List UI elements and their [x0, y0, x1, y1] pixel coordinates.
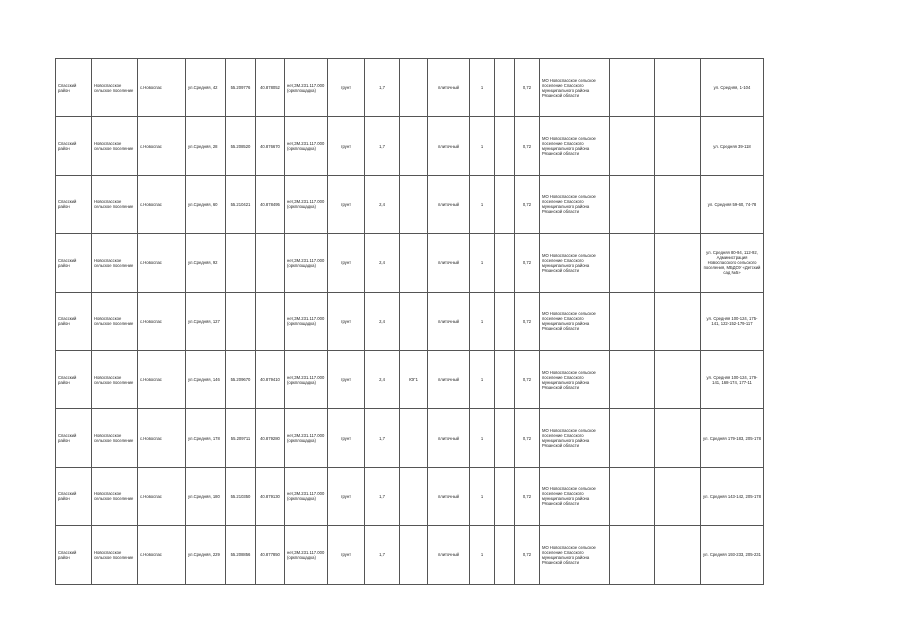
- cell-count: 1: [470, 526, 495, 584]
- cell-c18: [655, 117, 701, 175]
- table-row: [56, 526, 764, 584]
- cell-c18: [655, 467, 701, 525]
- cell-lon: 40.878052: [256, 59, 285, 117]
- cell-c13: [495, 409, 515, 467]
- table-row: [56, 292, 764, 350]
- cell-settlement: Новоспасское сельское поселение: [92, 59, 138, 117]
- cell-material: плиточный: [428, 467, 470, 525]
- table-row: [56, 117, 764, 175]
- cell-count: 1: [470, 175, 495, 233]
- cell-lon: 40.877850: [256, 526, 285, 584]
- cell-c13: [495, 59, 515, 117]
- cell-count: 1: [470, 292, 495, 350]
- cell-volume: 0,72: [515, 59, 540, 117]
- cell-village: с.Новоспас: [138, 350, 186, 408]
- cell-village: с.Новоспас: [138, 292, 186, 350]
- cell-settlement: Новоспасское сельское поселение: [92, 409, 138, 467]
- cell-cad: нет,ЗМ.231.117.000 (оркплощадка): [285, 350, 328, 408]
- cell-district: Спасский район: [56, 234, 92, 292]
- table-row: [56, 350, 764, 408]
- cell-address: ул.Средняя, 60: [186, 175, 226, 233]
- cell-cad: нет,ЗМ.231.117.000 (оркплощадка): [285, 467, 328, 525]
- cell-material: плиточный: [428, 59, 470, 117]
- cell-lon: 40.879410: [256, 350, 285, 408]
- cell-surface: грунт: [328, 292, 365, 350]
- cell-lat: [226, 292, 256, 350]
- cell-address: ул.Средняя, 42: [186, 59, 226, 117]
- cell-address: ул.Средняя, 180: [186, 467, 226, 525]
- cell-lon: 40.878495: [256, 175, 285, 233]
- cell-settlement: Новоспасское сельское поселение: [92, 467, 138, 525]
- cell-district: Спасский район: [56, 350, 92, 408]
- cell-volume: 0,72: [515, 175, 540, 233]
- cell-count: 1: [470, 59, 495, 117]
- cell-lat: 55.210350: [226, 467, 256, 525]
- table-row: [56, 409, 764, 467]
- cell-lat: 55.208520: [226, 117, 256, 175]
- cell-c17: [610, 350, 655, 408]
- cell-sources: ул. Средняя 39-118: [701, 117, 764, 175]
- cell-c13: [495, 467, 515, 525]
- cell-c13: [495, 350, 515, 408]
- cell-c10: [400, 175, 428, 233]
- cell-c10: [400, 234, 428, 292]
- cell-count: 1: [470, 350, 495, 408]
- cell-cad: нет,ЗМ.231.117.000 (оркплощадка): [285, 59, 328, 117]
- cell-sources: ул. Средняя 193-233, 205-231: [701, 526, 764, 584]
- cell-c17: [610, 409, 655, 467]
- cell-village: с.Новоспас: [138, 175, 186, 233]
- table-row: [56, 234, 764, 292]
- cell-lon: [256, 234, 285, 292]
- cell-owner: МО Новоспасское сельское поселение Спасского муниципального района Рязанской области: [540, 409, 610, 467]
- cell-c17: [610, 467, 655, 525]
- cell-c10: [400, 292, 428, 350]
- cell-c17: [610, 234, 655, 292]
- cell-owner: МО Новоспасское сельское поселение Спасского муниципального района Рязанской области: [540, 175, 610, 233]
- cell-sources: ул. Средняя 179-183, 205-178: [701, 409, 764, 467]
- cell-material: плиточный: [428, 526, 470, 584]
- cell-material: плиточный: [428, 292, 470, 350]
- cell-c10: [400, 409, 428, 467]
- cell-village: с.Новоспас: [138, 409, 186, 467]
- cell-sources: ул. Средняя 100-124, 175-141, 122-152-179-117: [701, 292, 764, 350]
- cell-district: Спасский район: [56, 175, 92, 233]
- cell-surface: грунт: [328, 526, 365, 584]
- cell-volume: 0,72: [515, 350, 540, 408]
- cell-c13: [495, 234, 515, 292]
- cell-lon: 40.876670: [256, 117, 285, 175]
- cell-address: ул.Средняя, 127: [186, 292, 226, 350]
- cell-settlement: Новоспасское сельское поселение: [92, 234, 138, 292]
- cell-c18: [655, 526, 701, 584]
- cell-district: Спасский район: [56, 59, 92, 117]
- cell-surface: грунт: [328, 234, 365, 292]
- cell-c13: [495, 117, 515, 175]
- cell-c17: [610, 117, 655, 175]
- table-row: [56, 467, 764, 525]
- cell-material: плиточный: [428, 117, 470, 175]
- cell-surface: грунт: [328, 117, 365, 175]
- cell-owner: МО Новоспасское сельское поселение Спасского муниципального района Рязанской области: [540, 350, 610, 408]
- cell-village: с.Новоспас: [138, 117, 186, 175]
- cell-area: 1,7: [365, 59, 400, 117]
- cell-c18: [655, 292, 701, 350]
- cell-c18: [655, 350, 701, 408]
- cell-material: плиточный: [428, 175, 470, 233]
- cell-volume: 0,72: [515, 467, 540, 525]
- cell-volume: 0,72: [515, 292, 540, 350]
- cell-lat: [226, 234, 256, 292]
- cell-c10: [400, 526, 428, 584]
- cell-surface: грунт: [328, 350, 365, 408]
- cell-owner: МО Новоспасское сельское поселение Спасского муниципального района Рязанской области: [540, 526, 610, 584]
- cell-lat: 55.208856: [226, 526, 256, 584]
- cell-owner: МО Новоспасское сельское поселение Спасского муниципального района Рязанской области: [540, 234, 610, 292]
- cell-village: с.Новоспас: [138, 234, 186, 292]
- cell-material: плиточный: [428, 409, 470, 467]
- cell-district: Спасский район: [56, 117, 92, 175]
- cell-sources: ул. Средняя 80-94, 112-92, Администрация Новоспасского сельского поселения, МБДОУ «Детский сад №5»: [701, 234, 764, 292]
- cell-cad: нет,ЗМ.231.117.000 (оркплощадка): [285, 292, 328, 350]
- cell-owner: МО Новоспасское сельское поселение Спасского муниципального района Рязанской области: [540, 117, 610, 175]
- cell-district: Спасский район: [56, 467, 92, 525]
- cell-c17: [610, 292, 655, 350]
- cell-volume: 0,72: [515, 234, 540, 292]
- cell-area: 1,7: [365, 526, 400, 584]
- cell-count: 1: [470, 117, 495, 175]
- cell-area: 2,4: [365, 234, 400, 292]
- cell-count: 1: [470, 467, 495, 525]
- cell-area: 2,4: [365, 292, 400, 350]
- cell-material: плиточный: [428, 350, 470, 408]
- cell-surface: грунт: [328, 467, 365, 525]
- cell-volume: 0,72: [515, 117, 540, 175]
- cell-village: с.Новоспас: [138, 59, 186, 117]
- cell-area: 2,4: [365, 350, 400, 408]
- cell-c17: [610, 526, 655, 584]
- table-row: [56, 175, 764, 233]
- cell-sources: ул. Средняя 100-124, 179-141, 168-174, 177-11: [701, 350, 764, 408]
- cell-owner: МО Новоспасское сельское поселение Спасского муниципального района Рязанской области: [540, 467, 610, 525]
- cell-c17: [610, 59, 655, 117]
- cell-sources: ул. Средняя, 1-104: [701, 59, 764, 117]
- cell-c18: [655, 59, 701, 117]
- cell-c18: [655, 175, 701, 233]
- registry-table: [55, 58, 764, 585]
- cell-settlement: Новоспасское сельское поселение: [92, 175, 138, 233]
- cell-owner: МО Новоспасское сельское поселение Спасского муниципального района Рязанской области: [540, 292, 610, 350]
- cell-sources: ул. Средняя 143-142, 205-178: [701, 467, 764, 525]
- cell-c13: [495, 175, 515, 233]
- cell-area: 1,7: [365, 409, 400, 467]
- cell-c10: [400, 59, 428, 117]
- cell-settlement: Новоспасское сельское поселение: [92, 350, 138, 408]
- cell-volume: 0,72: [515, 409, 540, 467]
- cell-c10: [400, 117, 428, 175]
- cell-c18: [655, 234, 701, 292]
- cell-cad: нет,ЗМ.231.117.000 (оркплощадка): [285, 409, 328, 467]
- cell-cad: нет,ЗМ.231.117.000 (оркплощадка): [285, 234, 328, 292]
- cell-c18: [655, 409, 701, 467]
- cell-lon: [256, 292, 285, 350]
- cell-cad: нет,ЗМ.231.117.000 (оркплощадка): [285, 117, 328, 175]
- cell-district: Спасский район: [56, 292, 92, 350]
- cell-settlement: Новоспасское сельское поселение: [92, 292, 138, 350]
- cell-area: 2,4: [365, 175, 400, 233]
- cell-area: 1,7: [365, 467, 400, 525]
- cell-village: с.Новоспас: [138, 526, 186, 584]
- cell-cad: нет,ЗМ.231.117.000 (оркплощадка): [285, 526, 328, 584]
- cell-c13: [495, 292, 515, 350]
- cell-address: ул.Средняя, 28: [186, 117, 226, 175]
- cell-district: Спасский район: [56, 526, 92, 584]
- cell-village: с.Новоспас: [138, 467, 186, 525]
- cell-c17: [610, 175, 655, 233]
- cell-sources: ул. Средняя 59-60, 74-78: [701, 175, 764, 233]
- cell-owner: МО Новоспасское сельское поселение Спасского муниципального района Рязанской области: [540, 59, 610, 117]
- cell-address: ул.Средняя, 146: [186, 350, 226, 408]
- cell-c10: ЮГ1: [400, 350, 428, 408]
- cell-count: 1: [470, 409, 495, 467]
- cell-surface: грунт: [328, 409, 365, 467]
- cell-lon: 40.879280: [256, 409, 285, 467]
- cell-material: плиточный: [428, 234, 470, 292]
- cell-surface: грунт: [328, 59, 365, 117]
- cell-volume: 0,72: [515, 526, 540, 584]
- cell-count: 1: [470, 234, 495, 292]
- cell-address: ул.Средняя, 178: [186, 409, 226, 467]
- cell-lat: 55.210421: [226, 175, 256, 233]
- cell-address: ул.Средняя, 229: [186, 526, 226, 584]
- cell-c10: [400, 467, 428, 525]
- cell-cad: нет,ЗМ.231.117.000 (оркплощадка): [285, 175, 328, 233]
- cell-surface: грунт: [328, 175, 365, 233]
- cell-lat: 55.209670: [226, 350, 256, 408]
- cell-district: Спасский район: [56, 409, 92, 467]
- table-row: [56, 59, 764, 117]
- cell-settlement: Новоспасское сельское поселение: [92, 117, 138, 175]
- cell-lon: 40.879130: [256, 467, 285, 525]
- cell-settlement: Новоспасское сельское поселение: [92, 526, 138, 584]
- cell-c13: [495, 526, 515, 584]
- cell-address: ул.Средняя, 92: [186, 234, 226, 292]
- cell-lat: 55.209776: [226, 59, 256, 117]
- cell-lat: 55.209711: [226, 409, 256, 467]
- cell-area: 1,7: [365, 117, 400, 175]
